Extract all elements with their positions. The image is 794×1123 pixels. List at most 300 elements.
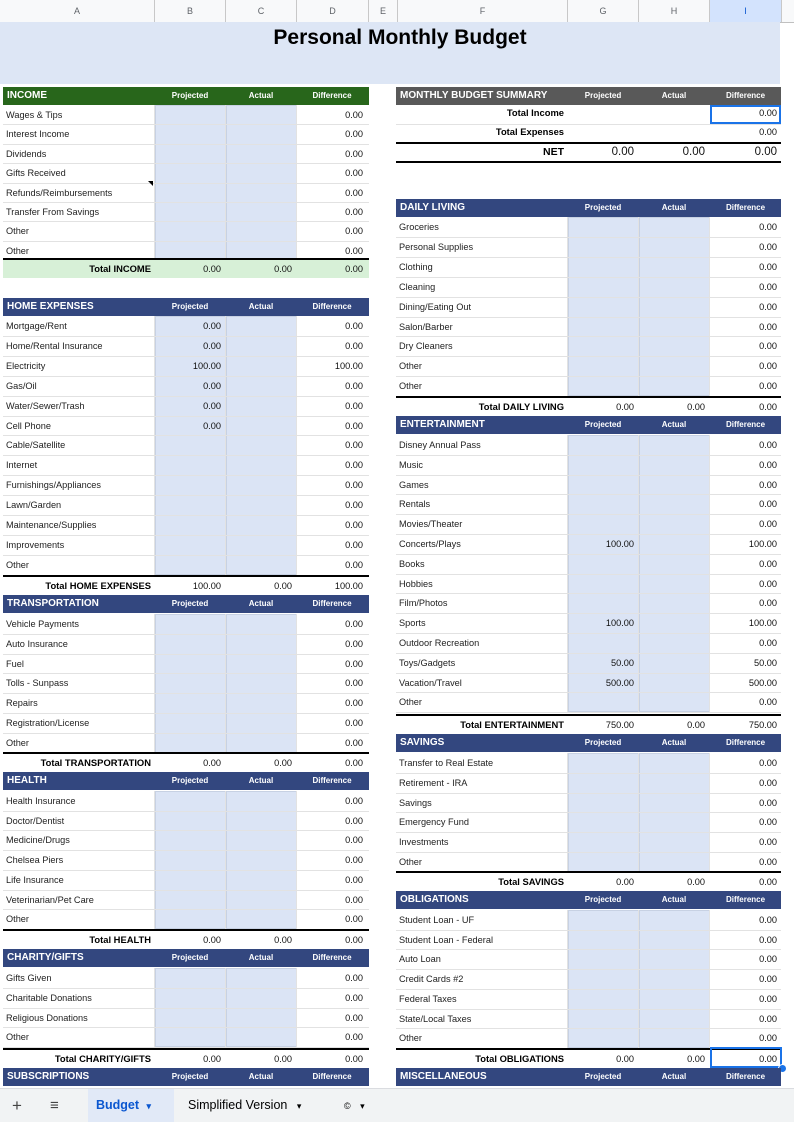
difference-cell: 0.00 [759, 1014, 777, 1024]
row-gridline [3, 163, 369, 164]
projected-cell[interactable]: 0.00 [203, 381, 221, 391]
add-sheet-button[interactable]: + [12, 1096, 22, 1115]
difference-cell: 100.00 [748, 539, 777, 549]
difference-cell: 0.00 [345, 110, 363, 120]
row-gridline [3, 336, 369, 337]
difference-cell: 50.00 [754, 658, 777, 668]
difference-cell: 0.00 [345, 246, 363, 256]
row-gridline [3, 455, 369, 456]
total-difference: 0.00 [759, 1054, 777, 1064]
difference-cell: 0.00 [345, 1013, 363, 1023]
row-gridline [396, 930, 781, 931]
total-difference: 100.00 [334, 581, 363, 591]
projected-cell[interactable]: 0.00 [203, 321, 221, 331]
difference-cell: 0.00 [759, 302, 777, 312]
column-header-f[interactable]: F [398, 0, 568, 22]
row-label: Personal Supplies [399, 242, 474, 252]
column-label-actual: Actual [248, 599, 274, 608]
row-gridline [396, 593, 781, 594]
row-label: Improvements [6, 540, 65, 550]
difference-cell: 0.00 [345, 796, 363, 806]
row-gridline [3, 475, 369, 476]
column-gridline [638, 217, 639, 396]
row-label: Registration/License [6, 718, 90, 728]
row-label: Tolls - Sunpass [6, 678, 69, 688]
total-row-rule [3, 1048, 369, 1050]
difference-cell: 0.00 [345, 440, 363, 450]
difference-cell: 0.00 [345, 619, 363, 629]
difference-cell: 0.00 [759, 440, 777, 450]
row-gridline [396, 356, 781, 357]
total-actual: 0.00 [687, 877, 705, 887]
difference-cell: 0.00 [345, 129, 363, 139]
selected-cell[interactable] [710, 1047, 782, 1068]
section-header-income [3, 87, 369, 105]
total-projected: 0.00 [203, 264, 221, 274]
row-label: Interest Income [6, 129, 70, 139]
row-label: Fuel [6, 659, 24, 669]
column-label-actual: Actual [248, 953, 274, 962]
row-gridline [396, 534, 781, 535]
difference-cell: 0.00 [345, 520, 363, 530]
projected-cell[interactable]: 100.00 [192, 361, 221, 371]
difference-cell: 0.00 [345, 914, 363, 924]
difference-cell: 0.00 [759, 381, 777, 391]
column-label-projected: Projected [584, 91, 622, 100]
difference-cell: 0.00 [345, 639, 363, 649]
difference-cell: 0.00 [759, 778, 777, 788]
row-label: Repairs [6, 698, 38, 708]
total-label: Total TRANSPORTATION [40, 757, 151, 768]
difference-cell: 0.00 [345, 207, 363, 217]
difference-cell: 0.00 [345, 226, 363, 236]
column-gridline [709, 217, 710, 396]
row-label: Dining/Eating Out [399, 302, 472, 312]
projected-cell[interactable]: 0.00 [203, 341, 221, 351]
row-label: Music [399, 460, 423, 470]
summary-label: Total Income [506, 107, 564, 118]
row-gridline [3, 435, 369, 436]
total-label: Total HOME EXPENSES [45, 580, 151, 591]
row-gridline [396, 633, 781, 634]
tab-budget[interactable] [88, 1089, 174, 1122]
row-gridline [396, 376, 781, 377]
row-label: Charitable Donations [6, 993, 92, 1003]
total-row-rule [3, 258, 369, 260]
column-label-difference: Difference [312, 1072, 352, 1081]
total-label: Total CHARITY/GIFTS [54, 1053, 151, 1064]
row-gridline [3, 988, 369, 989]
row-gridline [396, 793, 781, 794]
column-label-projected: Projected [171, 1072, 209, 1081]
projected-input-column-daily[interactable] [568, 217, 639, 396]
section-title: SAVINGS [400, 737, 445, 748]
row-label: Hobbies [399, 579, 433, 589]
row-gridline [3, 535, 369, 536]
difference-cell: 0.00 [759, 837, 777, 847]
actual-input-column-daily[interactable] [639, 217, 710, 396]
column-label-actual: Actual [661, 895, 687, 904]
total-actual: 0.00 [274, 264, 292, 274]
total-actual: 0.00 [687, 1054, 705, 1064]
page-title: Personal Monthly Budget [273, 26, 527, 49]
net-difference: 0.00 [754, 146, 777, 158]
column-header-g[interactable]: G [568, 0, 639, 22]
difference-cell: 0.00 [759, 579, 777, 589]
row-label: State/Local Taxes [399, 1014, 472, 1024]
row-gridline [396, 989, 781, 990]
row-label: Maintenance/Supplies [6, 520, 97, 530]
projected-cell[interactable]: 100.00 [605, 618, 634, 628]
difference-cell: 0.00 [345, 1032, 363, 1042]
column-header-b[interactable]: B [155, 0, 226, 22]
difference-cell: 0.00 [345, 816, 363, 826]
difference-cell: 0.00 [345, 895, 363, 905]
section-title: HEALTH [7, 775, 47, 786]
row-label: Other [399, 1033, 422, 1043]
row-label: Vacation/Travel [399, 678, 462, 688]
column-gridline [225, 968, 226, 1047]
total-difference: 0.00 [345, 1054, 363, 1064]
difference-cell: 100.00 [748, 618, 777, 628]
column-label-projected: Projected [171, 953, 209, 962]
row-label: Groceries [399, 222, 439, 232]
tab-simplified-version[interactable] [180, 1089, 330, 1122]
row-label: Other [6, 914, 29, 924]
row-gridline [396, 257, 781, 258]
row-label: Sports [399, 618, 426, 628]
total-difference: 0.00 [345, 758, 363, 768]
row-label: Salon/Barber [399, 322, 453, 332]
difference-cell: 0.00 [345, 168, 363, 178]
row-gridline [396, 969, 781, 970]
row-gridline [3, 713, 369, 714]
column-label-projected: Projected [171, 302, 209, 311]
total-difference: 750.00 [748, 720, 777, 730]
chevron-down-icon: ▾ [296, 1101, 302, 1111]
total-projected: 0.00 [616, 402, 634, 412]
row-gridline [396, 277, 781, 278]
row-gridline [396, 297, 781, 298]
difference-cell: 0.00 [345, 835, 363, 845]
section-title: HOME EXPENSES [7, 301, 94, 312]
row-gridline [396, 653, 781, 654]
row-gridline [3, 654, 369, 655]
column-gridline [709, 435, 710, 712]
row-label: Movies/Theater [399, 519, 463, 529]
total-actual: 0.00 [687, 720, 705, 730]
row-gridline [3, 416, 369, 417]
row-gridline [3, 144, 369, 145]
difference-cell: 0.00 [345, 321, 363, 331]
difference-cell: 0.00 [345, 480, 363, 490]
column-label-projected: Projected [584, 420, 622, 429]
row-gridline [3, 634, 369, 635]
difference-cell: 0.00 [345, 500, 363, 510]
row-label: Internet [6, 460, 38, 470]
row-gridline [3, 183, 369, 184]
projected-cell[interactable]: 500.00 [605, 678, 634, 688]
difference-cell: 0.00 [759, 519, 777, 529]
column-gridline [638, 910, 639, 1048]
row-gridline [3, 376, 369, 377]
row-gridline [3, 909, 369, 910]
section-header-entertainment [396, 416, 781, 434]
row-label: Film/Photos [399, 598, 448, 608]
row-label: Other [6, 1032, 29, 1042]
column-gridline [296, 316, 297, 575]
row-label: Cable/Satellite [6, 440, 66, 450]
column-gridline [296, 614, 297, 753]
section-title: OBLIGATIONS [400, 894, 469, 905]
row-label: Cleaning [399, 282, 436, 292]
total-actual: 0.00 [274, 581, 292, 591]
column-label-projected: Projected [171, 91, 209, 100]
column-gridline [225, 614, 226, 753]
difference-cell: 0.00 [759, 915, 777, 925]
row-gridline [3, 850, 369, 851]
column-header-e[interactable]: E [369, 0, 398, 22]
column-gridline [225, 791, 226, 929]
column-label-difference: Difference [312, 953, 352, 962]
row-gridline [3, 396, 369, 397]
difference-cell: 0.00 [759, 222, 777, 232]
section-title: MONTHLY BUDGET SUMMARY [400, 90, 548, 101]
row-label: Outdoor Recreation [399, 638, 480, 648]
difference-cell: 0.00 [759, 935, 777, 945]
row-gridline [3, 811, 369, 812]
row-gridline [3, 830, 369, 831]
chevron-down-icon: ▾ [360, 1101, 365, 1111]
row-label: Games [399, 480, 429, 490]
difference-cell: 0.00 [759, 1033, 777, 1043]
total-difference: 0.00 [759, 402, 777, 412]
section-header-misc [396, 1068, 781, 1086]
column-gridline [154, 105, 155, 260]
row-label: Other [399, 697, 422, 707]
row-label: Auto Loan [399, 954, 441, 964]
total-projected: 0.00 [616, 1054, 634, 1064]
net-actual: 0.00 [682, 146, 705, 158]
row-label: Other [399, 381, 422, 391]
row-label: Wages & Tips [6, 110, 63, 120]
projected-cell[interactable]: 0.00 [203, 421, 221, 431]
net-projected: 0.00 [611, 146, 634, 158]
row-label: Concerts/Plays [399, 539, 461, 549]
row-label: Transfer From Savings [6, 207, 100, 217]
difference-cell: 0.00 [759, 499, 777, 509]
difference-cell: 0.00 [759, 361, 777, 371]
row-gridline [396, 832, 781, 833]
projected-cell[interactable]: 50.00 [611, 658, 634, 668]
column-label-projected: Projected [584, 1072, 622, 1081]
row-gridline [396, 574, 781, 575]
row-gridline [3, 555, 369, 556]
difference-cell: 0.00 [345, 993, 363, 1003]
difference-cell: 0.00 [759, 322, 777, 332]
all-sheets-menu-icon[interactable]: ≡ [50, 1097, 59, 1114]
row-gridline [3, 515, 369, 516]
row-label: Other [6, 246, 29, 256]
difference-cell: 0.00 [345, 381, 363, 391]
section-title: ENTERTAINMENT [400, 419, 485, 430]
sheet-tab-bar [0, 1088, 794, 1122]
difference-cell: 0.00 [345, 875, 363, 885]
difference-cell: 0.00 [759, 282, 777, 292]
difference-cell: 0.00 [345, 401, 363, 411]
selected-cell[interactable] [710, 105, 781, 124]
row-label: Gas/Oil [6, 381, 37, 391]
row-gridline [396, 613, 781, 614]
row-gridline [3, 241, 369, 242]
total-label: Total INCOME [89, 263, 151, 274]
row-label: Federal Taxes [399, 994, 457, 1004]
row-gridline [396, 554, 781, 555]
row-gridline [396, 237, 781, 238]
row-gridline [396, 692, 781, 693]
projected-cell[interactable]: 100.00 [605, 539, 634, 549]
total-difference: 0.00 [759, 877, 777, 887]
column-label-difference: Difference [312, 599, 352, 608]
total-actual: 0.00 [274, 1054, 292, 1064]
total-row-rule [396, 396, 781, 398]
row-label: Other [6, 226, 29, 236]
column-header-h[interactable]: H [639, 0, 710, 22]
difference-cell: 0.00 [759, 798, 777, 808]
column-header-d[interactable]: D [297, 0, 369, 22]
column-gridline [567, 910, 568, 1048]
total-actual: 0.00 [274, 935, 292, 945]
row-gridline [396, 773, 781, 774]
total-projected: 0.00 [203, 935, 221, 945]
difference-cell: 500.00 [748, 678, 777, 688]
comment-marker-icon[interactable] [148, 181, 153, 186]
row-gridline [3, 890, 369, 891]
total-row-rule [396, 714, 781, 716]
row-gridline [396, 317, 781, 318]
tab-label: © [344, 1101, 351, 1111]
row-label: Water/Sewer/Trash [6, 401, 85, 411]
difference-cell: 0.00 [345, 738, 363, 748]
column-gridline [567, 435, 568, 712]
difference-cell: 0.00 [759, 341, 777, 351]
tab-third-sheet[interactable] [336, 1089, 380, 1122]
column-gridline [296, 791, 297, 929]
column-label-difference: Difference [725, 91, 766, 100]
row-gridline [3, 733, 369, 734]
column-label-difference: Difference [725, 203, 766, 212]
difference-cell: 0.00 [345, 659, 363, 669]
column-label-difference: Difference [312, 776, 352, 785]
total-label: Total SAVINGS [498, 876, 564, 887]
row-label: Life Insurance [6, 875, 64, 885]
row-label: Rentals [399, 499, 431, 509]
total-projected: 0.00 [203, 758, 221, 768]
row-label: Lawn/Garden [6, 500, 62, 510]
column-label-actual: Actual [661, 203, 687, 212]
section-header-obligations [396, 891, 781, 909]
row-label: Doctor/Dentist [6, 816, 65, 826]
column-header-bar [0, 0, 794, 23]
column-label-difference: Difference [725, 420, 766, 429]
projected-input-column-home[interactable] [155, 316, 226, 575]
column-gridline [709, 753, 710, 872]
total-label: Total OBLIGATIONS [475, 1053, 564, 1064]
column-gridline [154, 791, 155, 929]
row-label: Vehicle Payments [6, 619, 80, 629]
row-label: Investments [399, 837, 449, 847]
section-header-charity [3, 949, 369, 967]
difference-cell: 0.00 [759, 262, 777, 272]
column-gridline [709, 910, 710, 1048]
row-gridline [396, 712, 781, 713]
section-title: INCOME [7, 90, 47, 101]
column-label-difference: Difference [725, 738, 766, 747]
row-label: Refunds/Reimbursements [6, 188, 113, 198]
total-projected: 750.00 [605, 720, 634, 730]
section-header-daily [396, 199, 781, 217]
difference-cell: 0.00 [345, 973, 363, 983]
column-gridline [567, 217, 568, 396]
total-projected: 0.00 [203, 1054, 221, 1064]
column-header-a[interactable]: A [0, 0, 155, 22]
row-label: Student Loan - Federal [399, 935, 493, 945]
column-gridline [154, 316, 155, 575]
row-gridline [3, 221, 369, 222]
row-label: Emergency Fund [399, 817, 469, 827]
row-label: Medicine/Drugs [6, 835, 70, 845]
section-title: SUBSCRIPTIONS [7, 1071, 90, 1082]
row-gridline [396, 475, 781, 476]
net-row-underline [396, 161, 781, 163]
total-label: Total ENTERTAINMENT [460, 719, 564, 730]
row-label: Clothing [399, 262, 433, 272]
row-label: Cell Phone [6, 421, 51, 431]
column-label-difference: Difference [725, 1072, 766, 1081]
row-label: Other [6, 560, 29, 570]
row-label: Health Insurance [6, 796, 76, 806]
section-title: TRANSPORTATION [7, 598, 99, 609]
section-title: CHARITY/GIFTS [7, 952, 84, 963]
column-label-actual: Actual [248, 302, 274, 311]
column-header-c[interactable]: C [226, 0, 297, 22]
row-gridline [396, 673, 781, 674]
row-label: Other [399, 857, 422, 867]
difference-cell: 0.00 [345, 540, 363, 550]
total-row-rule [396, 871, 781, 873]
column-gridline [225, 105, 226, 260]
column-gridline [296, 105, 297, 260]
row-label: Electricity [6, 361, 46, 371]
column-header-i[interactable]: I [710, 0, 782, 22]
column-label-projected: Projected [584, 203, 622, 212]
difference-cell: 0.00 [345, 678, 363, 688]
column-gridline [154, 968, 155, 1047]
column-gridline [225, 316, 226, 575]
difference-cell: 0.00 [759, 994, 777, 1004]
column-label-actual: Actual [661, 738, 687, 747]
column-label-difference: Difference [725, 895, 766, 904]
section-title: MISCELLANEOUS [400, 1071, 487, 1082]
row-label: Gifts Given [6, 973, 52, 983]
total-row-rule [3, 752, 369, 754]
actual-input-column-home[interactable] [226, 316, 297, 575]
column-label-actual: Actual [248, 91, 274, 100]
row-label: Disney Annual Pass [399, 440, 481, 450]
projected-cell[interactable]: 0.00 [203, 401, 221, 411]
summary-difference: 0.00 [759, 127, 777, 137]
difference-cell: 0.00 [345, 718, 363, 728]
